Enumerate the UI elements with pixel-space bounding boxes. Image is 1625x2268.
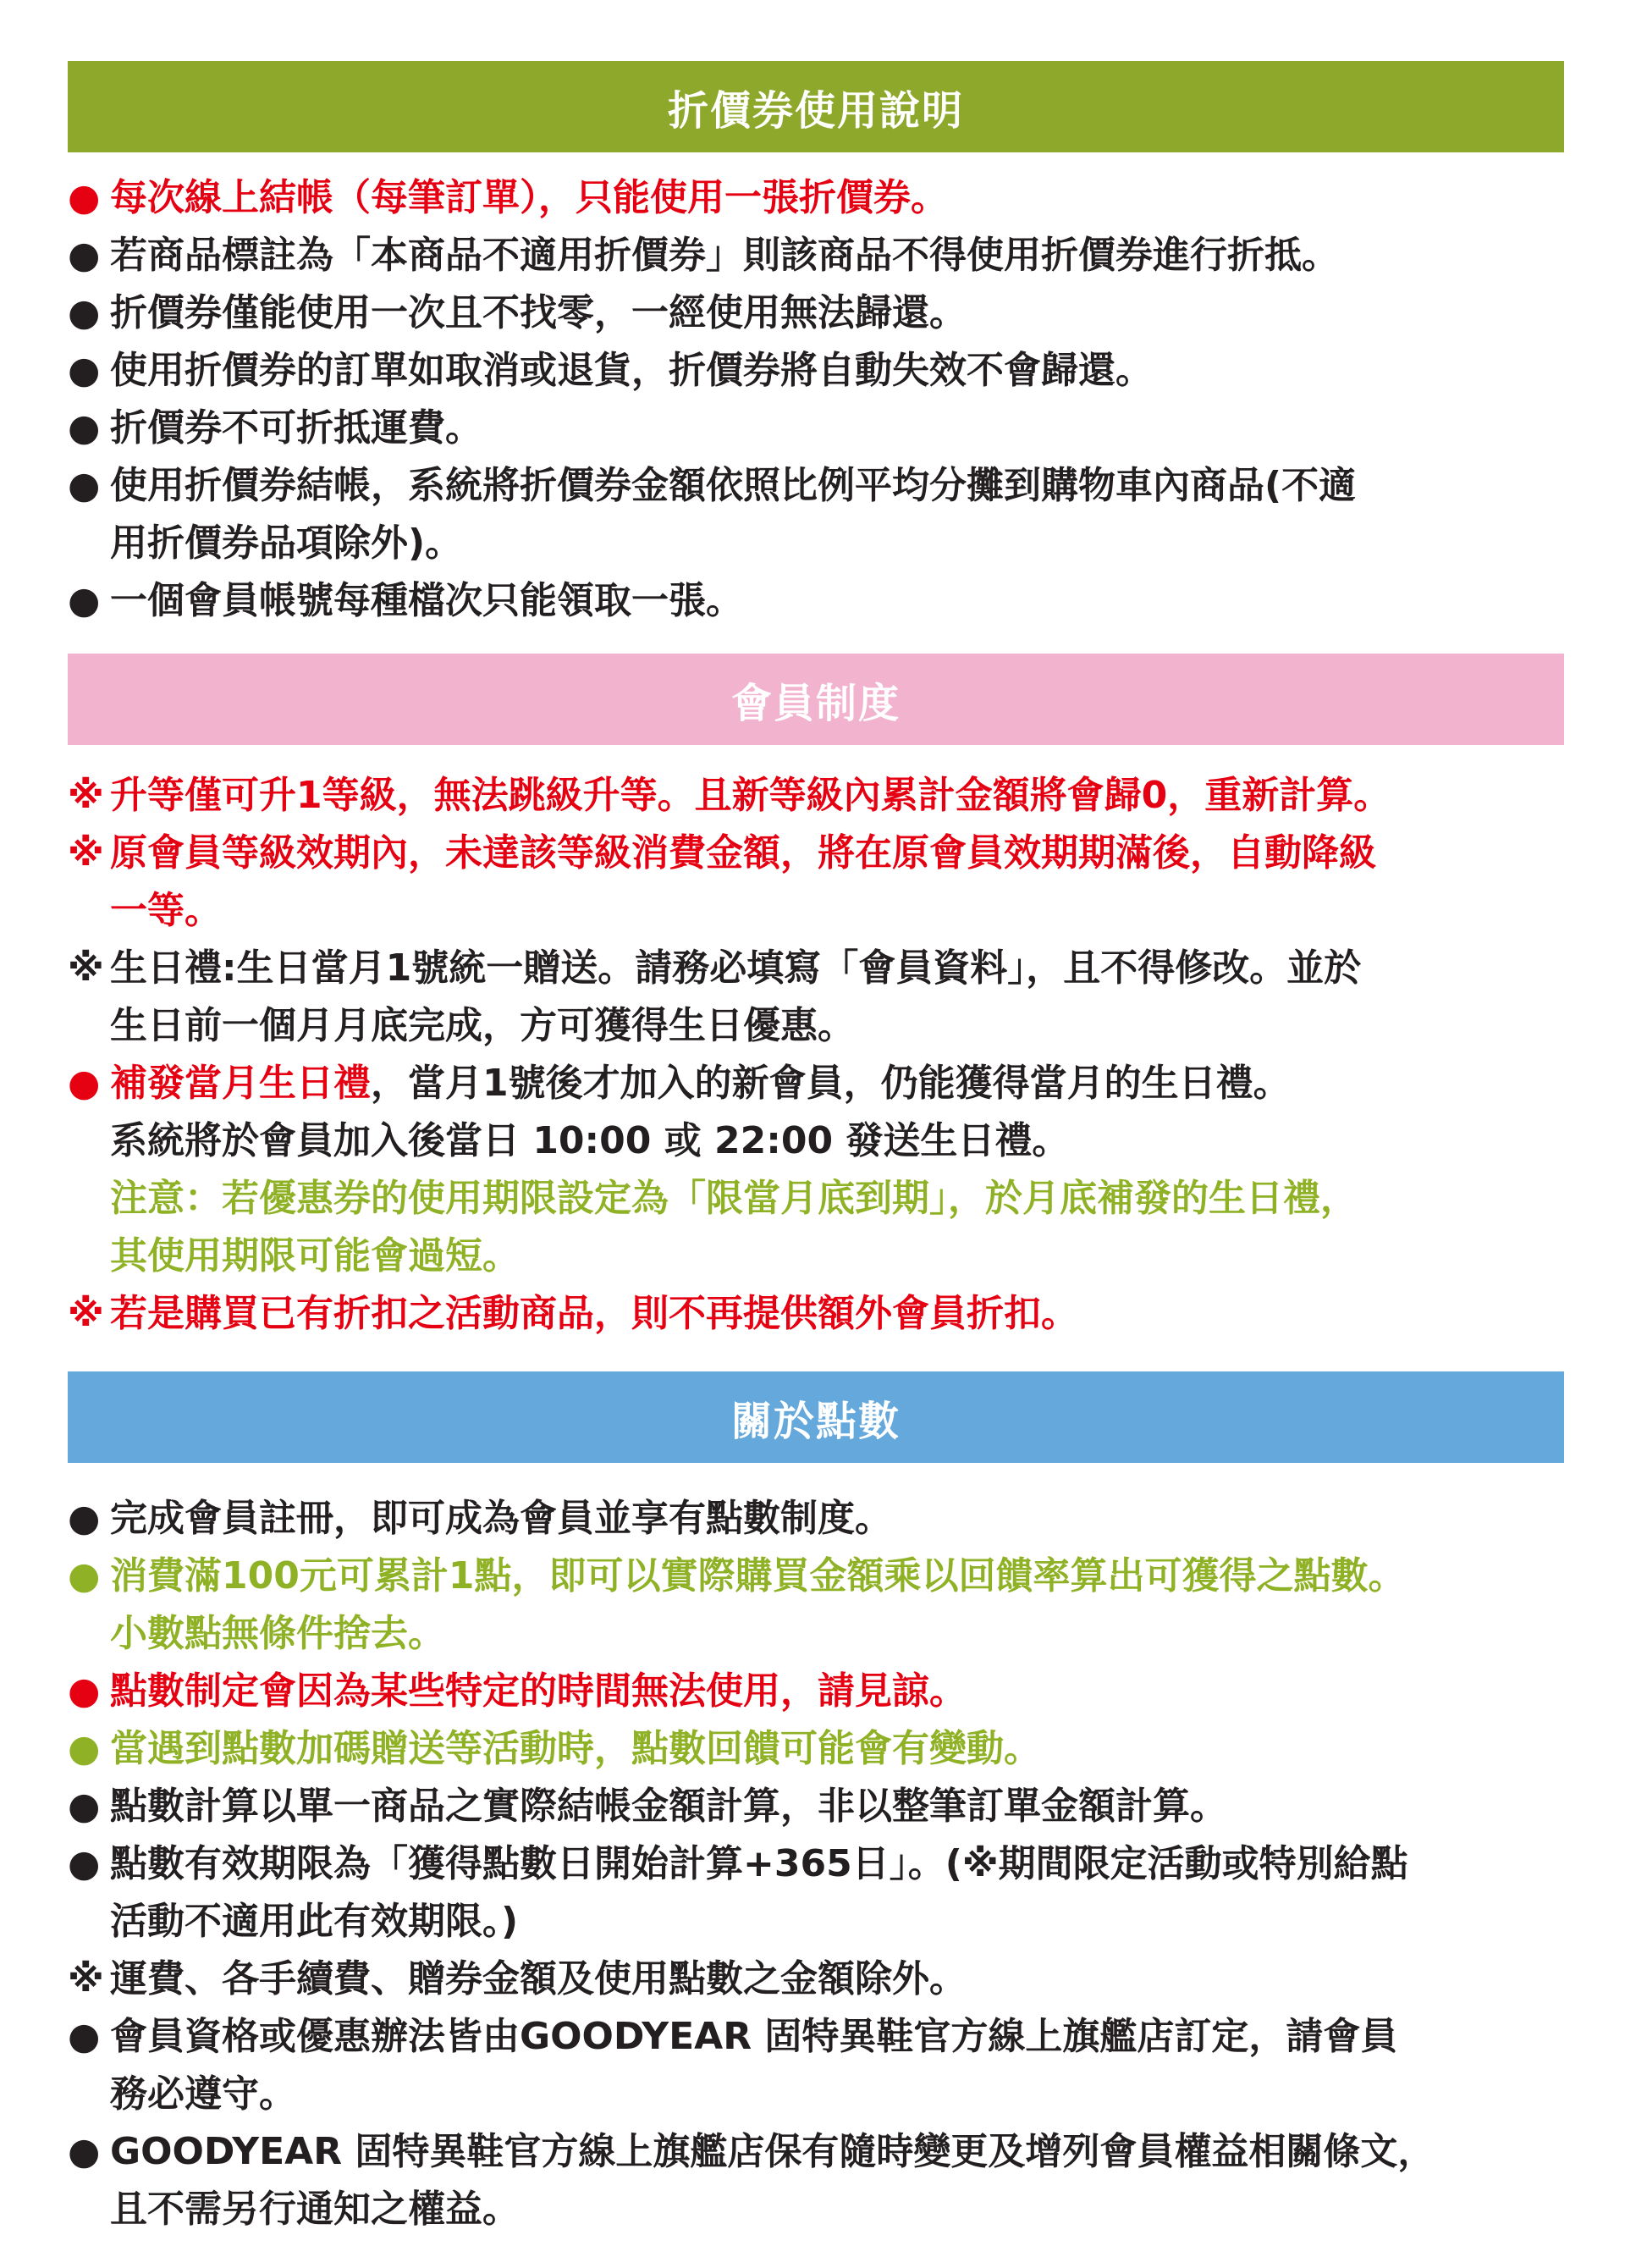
points-header xyxy=(68,1371,1564,1463)
reference-mark: ※ xyxy=(68,1292,104,1335)
rule-text-line: 其使用期限可能會過短。 xyxy=(110,1234,520,1277)
rule-text: ，當月1號後才加入的新會員，仍能獲得當月的生日禮。 xyxy=(371,1062,1291,1105)
points-rule-item xyxy=(68,1720,1564,1778)
member-rule-item xyxy=(68,825,1564,940)
bullet-dot: ● xyxy=(68,1554,101,1598)
bullet-dot: ● xyxy=(68,406,101,450)
coupon-rules-list xyxy=(68,169,1564,630)
rule-text-line: 小數點無條件捨去。 xyxy=(110,1612,445,1655)
highlight-text: 補發當月生日禮 xyxy=(110,1062,371,1105)
rule-text-line: 點數計算以單一商品之實際結帳金額計算，非以整筆訂單金額計算。 xyxy=(110,1785,1227,1828)
rule-text-line: 若是購買已有折扣之活動商品，則不再提供額外會員折扣。 xyxy=(110,1292,1078,1335)
member-rule-item xyxy=(68,1055,1564,1170)
rule-text-line: 原會員等級效期內，未達該等級消費金額，將在原會員效期期滿後，自動降級 xyxy=(110,831,1376,875)
bullet-dot: ● xyxy=(68,1842,101,1885)
member-rule-item xyxy=(68,1170,1564,1285)
bullet-dot: ● xyxy=(68,349,101,392)
member-rules-list xyxy=(68,767,1564,1343)
coupon-title: 折價券使用說明 xyxy=(667,86,964,135)
points-rule-item xyxy=(68,1778,1564,1835)
rule-text-line: 折價券僅能使用一次且不找零，一經使用無法歸還。 xyxy=(110,291,967,334)
bullet-dot: ● xyxy=(68,2015,101,2058)
coupon-rule-item xyxy=(68,400,1564,457)
bullet-dot: ● xyxy=(68,464,101,507)
reference-mark: ※ xyxy=(68,831,104,875)
coupon-rule-item xyxy=(68,572,1564,630)
bullet-dot: ● xyxy=(68,291,101,334)
rule-text-line: 會員資格或優惠辦法皆由GOODYEAR 固特異鞋官方線上旗艦店訂定，請會員 xyxy=(110,2015,1398,2058)
rule-text-line: 使用折價券的訂單如取消或退貨，折價券將自動失效不會歸還。 xyxy=(110,349,1153,392)
rule-text-line: 一等。 xyxy=(110,889,222,932)
bullet-dot: ● xyxy=(68,1669,101,1713)
reference-mark: ※ xyxy=(68,774,104,817)
coupon-rule-item xyxy=(68,227,1564,284)
bullet-dot: ● xyxy=(68,1785,101,1828)
coupon-rule-item xyxy=(68,169,1564,227)
rule-text-line: 點數有效期限為「獲得點數日開始計算+365日」。(※期間限定活動或特別給點 xyxy=(110,1842,1408,1885)
coupon-rule-item xyxy=(68,457,1564,572)
points-title: 關於點數 xyxy=(730,1397,901,1445)
rule-text-line: 若商品標註為「本商品不適用折價券」則該商品不得使用折價券進行折抵。 xyxy=(110,234,1339,277)
bullet-dot: ● xyxy=(68,579,101,622)
coupon-rule-item xyxy=(68,342,1564,400)
points-rule-item xyxy=(68,1951,1564,2008)
reference-mark: ※ xyxy=(68,946,104,990)
points-rules-list xyxy=(68,1490,1564,2238)
coupon-header xyxy=(68,61,1564,152)
bullet-dot: ● xyxy=(68,2130,101,2173)
rule-text-line: 務必遵守。 xyxy=(110,2072,296,2116)
rule-text-line: 用折價券品項除外)。 xyxy=(110,521,463,565)
points-rule-item xyxy=(68,2008,1564,2123)
rule-text-line: 生日前一個月月底完成，方可獲得生日優惠。 xyxy=(110,1004,855,1047)
points-rule-item xyxy=(68,1663,1564,1720)
rule-text-line: 點數制定會因為某些特定的時間無法使用，請見諒。 xyxy=(110,1669,967,1713)
member-rule-item xyxy=(68,1285,1564,1343)
bullet-dot: ● xyxy=(68,1727,101,1770)
rule-text-line: 當遇到點數加碼贈送等活動時，點數回饋可能會有變動。 xyxy=(110,1727,1041,1770)
bullet-dot: ● xyxy=(68,1062,101,1105)
rule-text-line: 使用折價券結帳，系統將折價券金額依照比例平均分攤到購物車內商品(不適 xyxy=(110,464,1357,507)
bullet-dot: ● xyxy=(68,176,101,219)
rule-text-line: 升等僅可升1等級，無法跳級升等。且新等級內累計金額將會歸0，重新計算。 xyxy=(110,774,1391,817)
points-rule-item xyxy=(68,1548,1564,1663)
rule-text-line: GOODYEAR 固特異鞋官方線上旗艦店保有隨時變更及增列會員權益相關條文， xyxy=(110,2130,1435,2173)
bullet-dot: ● xyxy=(68,234,101,277)
rule-text-line: 折價券不可折抵運費。 xyxy=(110,406,482,450)
reference-mark: ※ xyxy=(68,1957,104,2000)
points-rule-item xyxy=(68,2123,1564,2238)
points-rule-item xyxy=(68,1835,1564,1951)
rule-text-line: 每次線上結帳（每筆訂單），只能使用一張折價券。 xyxy=(110,176,948,219)
rule-text-line: 一個會員帳號每種檔次只能領取一張。 xyxy=(110,579,743,622)
rule-text-line: 運費、各手續費、贈券金額及使用點數之金額除外。 xyxy=(110,1957,967,2000)
member-header xyxy=(68,654,1564,745)
rule-text-line: 且不需另行通知之權益。 xyxy=(110,2188,520,2231)
member-rule-item xyxy=(68,767,1564,825)
rule-text-line: 生日禮:生日當月1號統一贈送。請務必填寫「會員資料」，且不得修改。並於 xyxy=(110,946,1362,990)
rule-text-line xyxy=(110,1055,1564,1112)
points-rule-item xyxy=(68,1490,1564,1548)
coupon-rule-item xyxy=(68,284,1564,342)
rule-text-line: 系統將於會員加入後當日 10:00 或 22:00 發送生日禮。 xyxy=(110,1119,1070,1162)
member-rule-item xyxy=(68,940,1564,1055)
rule-text-line: 注意：若優惠券的使用期限設定為「限當月底到期」，於月底補發的生日禮， xyxy=(110,1177,1358,1220)
rule-text-line: 消費滿100元可累計1點，即可以實際購買金額乘以回饋率算出可獲得之點數。 xyxy=(110,1554,1406,1598)
member-title: 會員制度 xyxy=(730,679,901,727)
rule-text-line: 完成會員註冊，即可成為會員並享有點數制度。 xyxy=(110,1497,892,1540)
rule-text-line: 活動不適用此有效期限。) xyxy=(110,1900,519,1943)
bullet-dot: ● xyxy=(68,1497,101,1540)
